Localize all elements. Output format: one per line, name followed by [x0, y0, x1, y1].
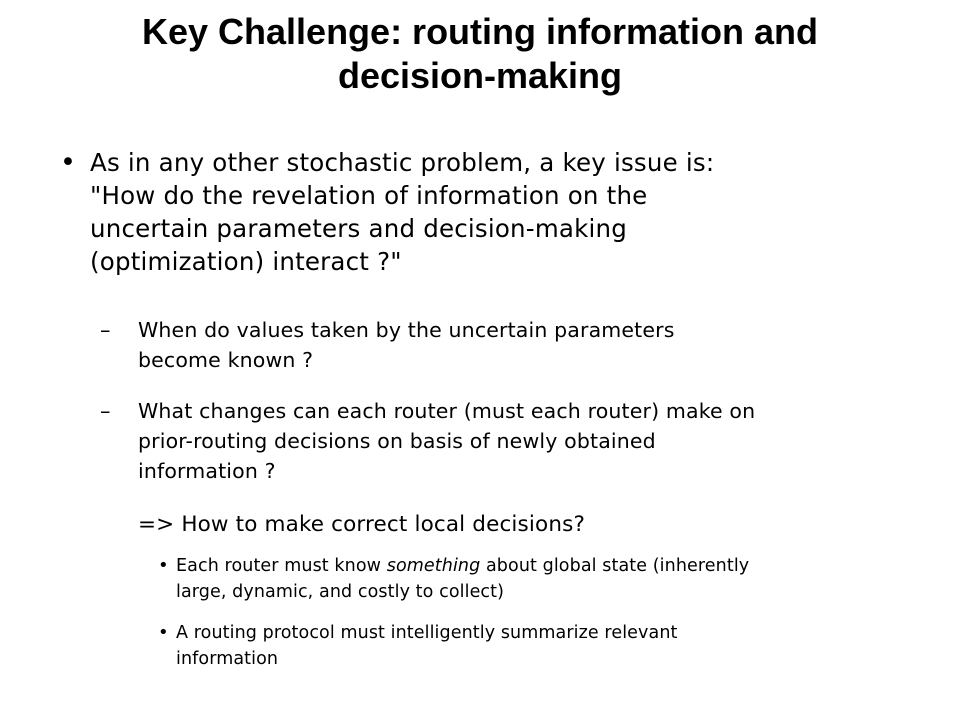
sub-point-1 — [100, 315, 928, 375]
detail-point-2-line-1: A routing protocol must intelligently summarize relevant — [176, 623, 678, 643]
sub-point-1-text — [138, 315, 928, 375]
sub-point-2-line-2: prior-routing decisions on basis of newly obtained — [138, 429, 656, 453]
implication-text: => How to make correct local decisions? — [138, 512, 586, 537]
detail-point-2 — [158, 620, 936, 672]
detail-point-1-after: about global state (inherently — [480, 556, 750, 576]
detail-point-1-text — [176, 553, 936, 605]
dash-icon: – — [100, 399, 111, 423]
main-bullet-line-3: uncertain parameters and decision-making — [90, 214, 627, 243]
sub-point-1-line-2: become known ? — [138, 348, 314, 372]
main-bullet-point — [60, 146, 880, 278]
detail-point-1-emphasis: something — [386, 556, 481, 576]
detail-point-1-line-2: large, dynamic, and costly to collect) — [176, 582, 505, 602]
bullet-icon: • — [60, 147, 76, 178]
sub-point-2-line-3: information ? — [138, 459, 276, 483]
detail-point-2-line-2: information — [176, 649, 279, 669]
main-bullet-text — [90, 146, 880, 278]
detail-point-2-text — [176, 620, 936, 672]
sub-point-2-line-1: What changes can each router (must each router) make on — [138, 399, 756, 423]
bullet-icon: • — [158, 555, 169, 576]
slide-title — [0, 10, 960, 98]
sub-point-2 — [100, 396, 928, 486]
sub-point-2-text — [138, 396, 928, 486]
detail-point-1 — [158, 553, 936, 605]
detail-point-1-before: Each router must know — [176, 556, 387, 576]
title-line-1: Key Challenge: routing information and — [141, 11, 819, 52]
main-bullet-line-1: As in any other stochastic problem, a key issue is: — [90, 148, 715, 177]
main-bullet-line-4: (optimization) interact ?" — [90, 247, 402, 276]
main-bullet-line-2: "How do the revelation of information on the — [90, 181, 648, 210]
sub-point-1-line-1: When do values taken by the uncertain parameters — [138, 318, 675, 342]
dash-icon: – — [100, 318, 111, 342]
bullet-icon: • — [158, 622, 169, 643]
title-line-2: decision-making — [337, 55, 623, 96]
detail-point-1-line-1 — [176, 553, 936, 579]
